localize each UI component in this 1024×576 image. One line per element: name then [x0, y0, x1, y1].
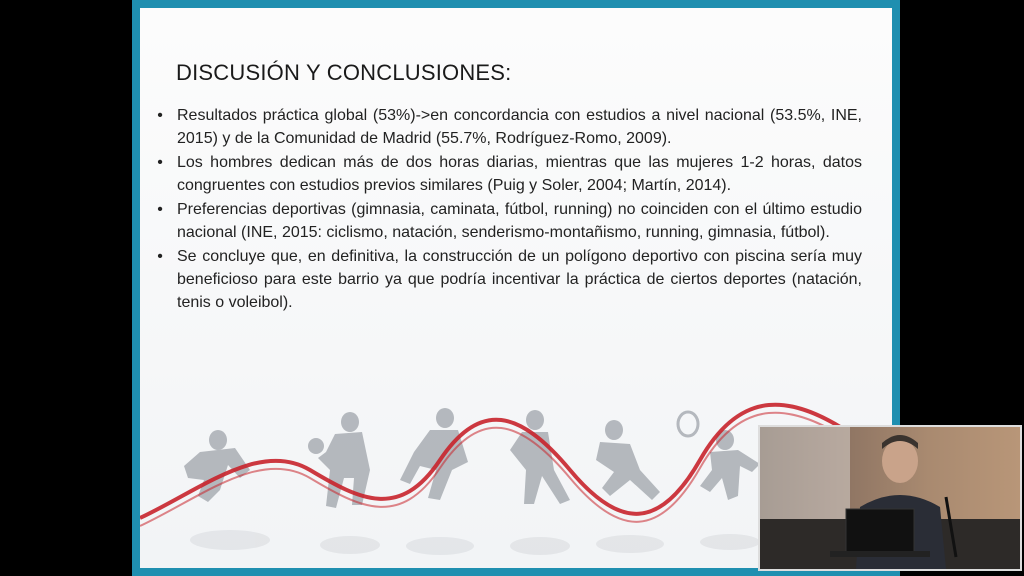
- athlete-silhouettes-icon: [184, 408, 760, 508]
- bullet-item: [150, 245, 862, 314]
- bullet-list: [150, 104, 862, 315]
- bullet-dot-icon: •: [157, 107, 163, 124]
- bullet-text: Resultados práctica global (53%)->en concordancia con estudios a nivel nacional (53.5%, INE, 2015) y de la Comunidad de Madrid (55.7%, Rodríguez-Romo, 2009).: [177, 107, 862, 147]
- slide-title: DISCUSIÓN Y CONCLUSIONES:: [176, 60, 512, 85]
- bullet-item: [150, 151, 862, 197]
- speaker-webcam: [758, 425, 1022, 571]
- bullet-text: Preferencias deportivas (gimnasia, caminata, fútbol, running) no coinciden con el último estudio nacional (INE, 2015: ciclismo, natación, senderismo-montañismo, running, gimnasia, fútbol).: [177, 201, 862, 241]
- bullet-text: Los hombres dedican más de dos horas diarias, mientras que las mujeres 1-2 horas, datos congruentes con estudios previos similares (Puig y Soler, 2004; Martín, 2014).: [177, 154, 862, 194]
- bullet-dot-icon: •: [157, 154, 163, 171]
- speaker-webcam-icon: [760, 427, 1020, 569]
- bullet-item: [150, 198, 862, 244]
- bullet-dot-icon: •: [157, 248, 163, 265]
- bullet-item: [150, 104, 862, 150]
- bullet-text: Se concluye que, en definitiva, la construcción de un polígono deportivo con piscina sería muy beneficioso para este barrio ya que podría incentivar la práctica de ciertos deportes (natación, tenis o voleibol).: [177, 248, 862, 311]
- bullet-dot-icon: •: [157, 201, 163, 218]
